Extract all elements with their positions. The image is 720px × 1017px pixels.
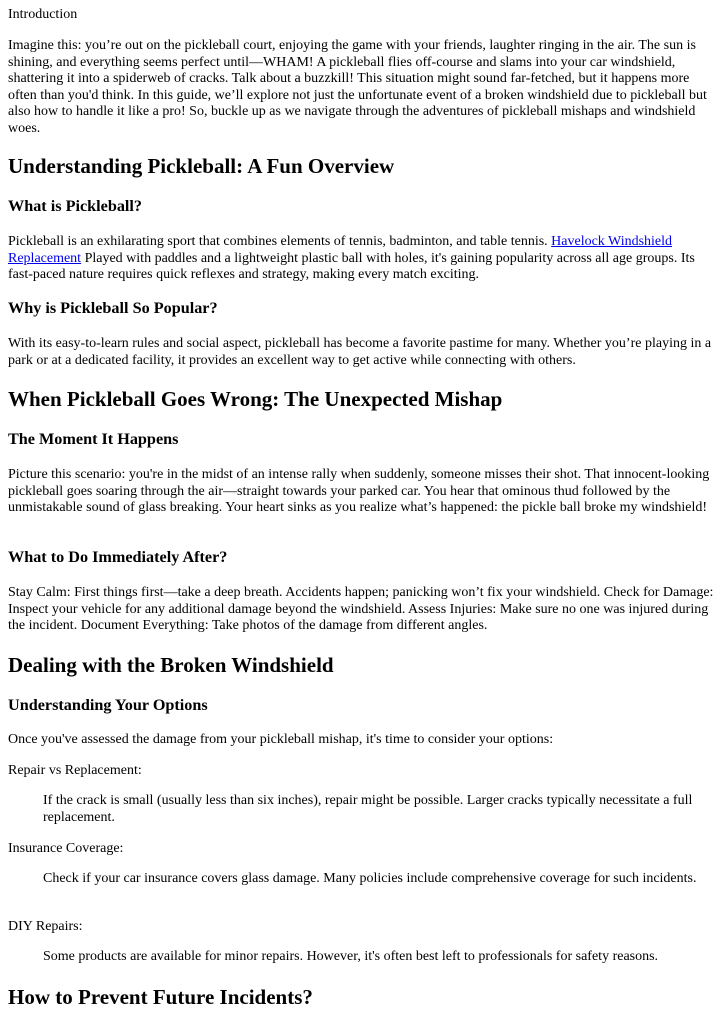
options-intro-paragraph: Once you've assessed the damage from your pickleball mishap, it's time to consider your options: (8, 732, 554, 747)
paragraph-text: Pickleball is an exhilarating sport that combines elements of tennis, badminton, and table tennis. (8, 234, 552, 249)
why-popular-paragraph: With its easy-to-learn rules and social aspect, pickleball has become a favorite pastime for many. Whether you’re playing in a park or at a dedicated facility, it provides an excellent way to get active while connecting with others. (8, 336, 712, 368)
section-heading-when-pickleball-goes-wrong: When Pickleball Goes Wrong: The Unexpected Mishap (8, 387, 503, 411)
what-is-pickleball-paragraph (8, 234, 714, 284)
subheading-moment-it-happens: The Moment It Happens (8, 430, 179, 448)
option-desc-insurance: Check if your car insurance covers glass damage. Many policies include comprehensive coverage for such incidents. (43, 871, 697, 886)
intro-paragraph: Imagine this: you’re out on the pickleball court, enjoying the game with your friends, laughter ringing in the air. The sun is shining, and everything seems perfect until—WHAM! A pickleball flies off-course and slams into your car windshield, shattering it into a spiderweb of cracks. Talk about a buzzkill! This situation might sound far-fetched, but it happens more often than you'd think. In this guide, we’ll explore not just the unfortunate event of a broken windshield due to pickleball but also how to handle it like a pro! So, buckle up as we navigate through the adventures of pickleball mishaps and windshield woes. (8, 38, 707, 136)
havelock-windshield-replacement-link[interactable]: Havelock Windshield Replacement (8, 234, 673, 266)
option-desc-repair: If the crack is small (usually less than six inches), repair might be possible. Larger cracks typically necessitate a full replacement. (43, 793, 693, 825)
paragraph-text: Played with paddles and a lightweight plastic ball with holes, it's gaining popularity across all age groups. Its fast-paced nature requires quick reflexes and strategy, making every match exciting. (8, 250, 695, 282)
option-term-insurance: Insurance Coverage: (8, 841, 124, 856)
section-heading-prevent-future-incidents: How to Prevent Future Incidents? (8, 985, 313, 1009)
subheading-what-is-pickleball: What is Pickleball? (8, 197, 143, 215)
option-term-diy: DIY Repairs: (8, 919, 83, 934)
option-desc-diy: Some products are available for minor repairs. However, it's often best left to professionals for safety reasons. (43, 949, 659, 964)
subheading-understanding-options: Understanding Your Options (8, 696, 208, 714)
subheading-what-to-do: What to Do Immediately After? (8, 548, 228, 566)
section-heading-dealing-with-windshield: Dealing with the Broken Windshield (8, 653, 334, 677)
option-term-repair: Repair vs Replacement: (8, 763, 142, 778)
moment-it-happens-paragraph: Picture this scenario: you're in the midst of an intense rally when suddenly, someone misses their shot. That innocent-looking pickleball goes soaring through the air—straight towards your parked car. You hear that ominous thud followed by the unmistakable sound of glass breaking. Your heart sinks as you realize what’s happened: the pickle ball broke my windshield! (8, 467, 710, 515)
subheading-why-popular: Why is Pickleball So Popular? (8, 299, 218, 317)
section-heading-understanding-pickleball: Understanding Pickleball: A Fun Overview (8, 154, 395, 178)
what-to-do-paragraph: Stay Calm: First things first—take a deep breath. Accidents happen; panicking won’t fix your windshield. Check for Damage: Inspect your vehicle for any additional damage beyond the windshield. Assess Injuries: Make sure no one was injured during the incident. Document Everything: Take photos of the damage from different angles. (8, 585, 714, 633)
intro-label: Introduction (8, 7, 78, 22)
